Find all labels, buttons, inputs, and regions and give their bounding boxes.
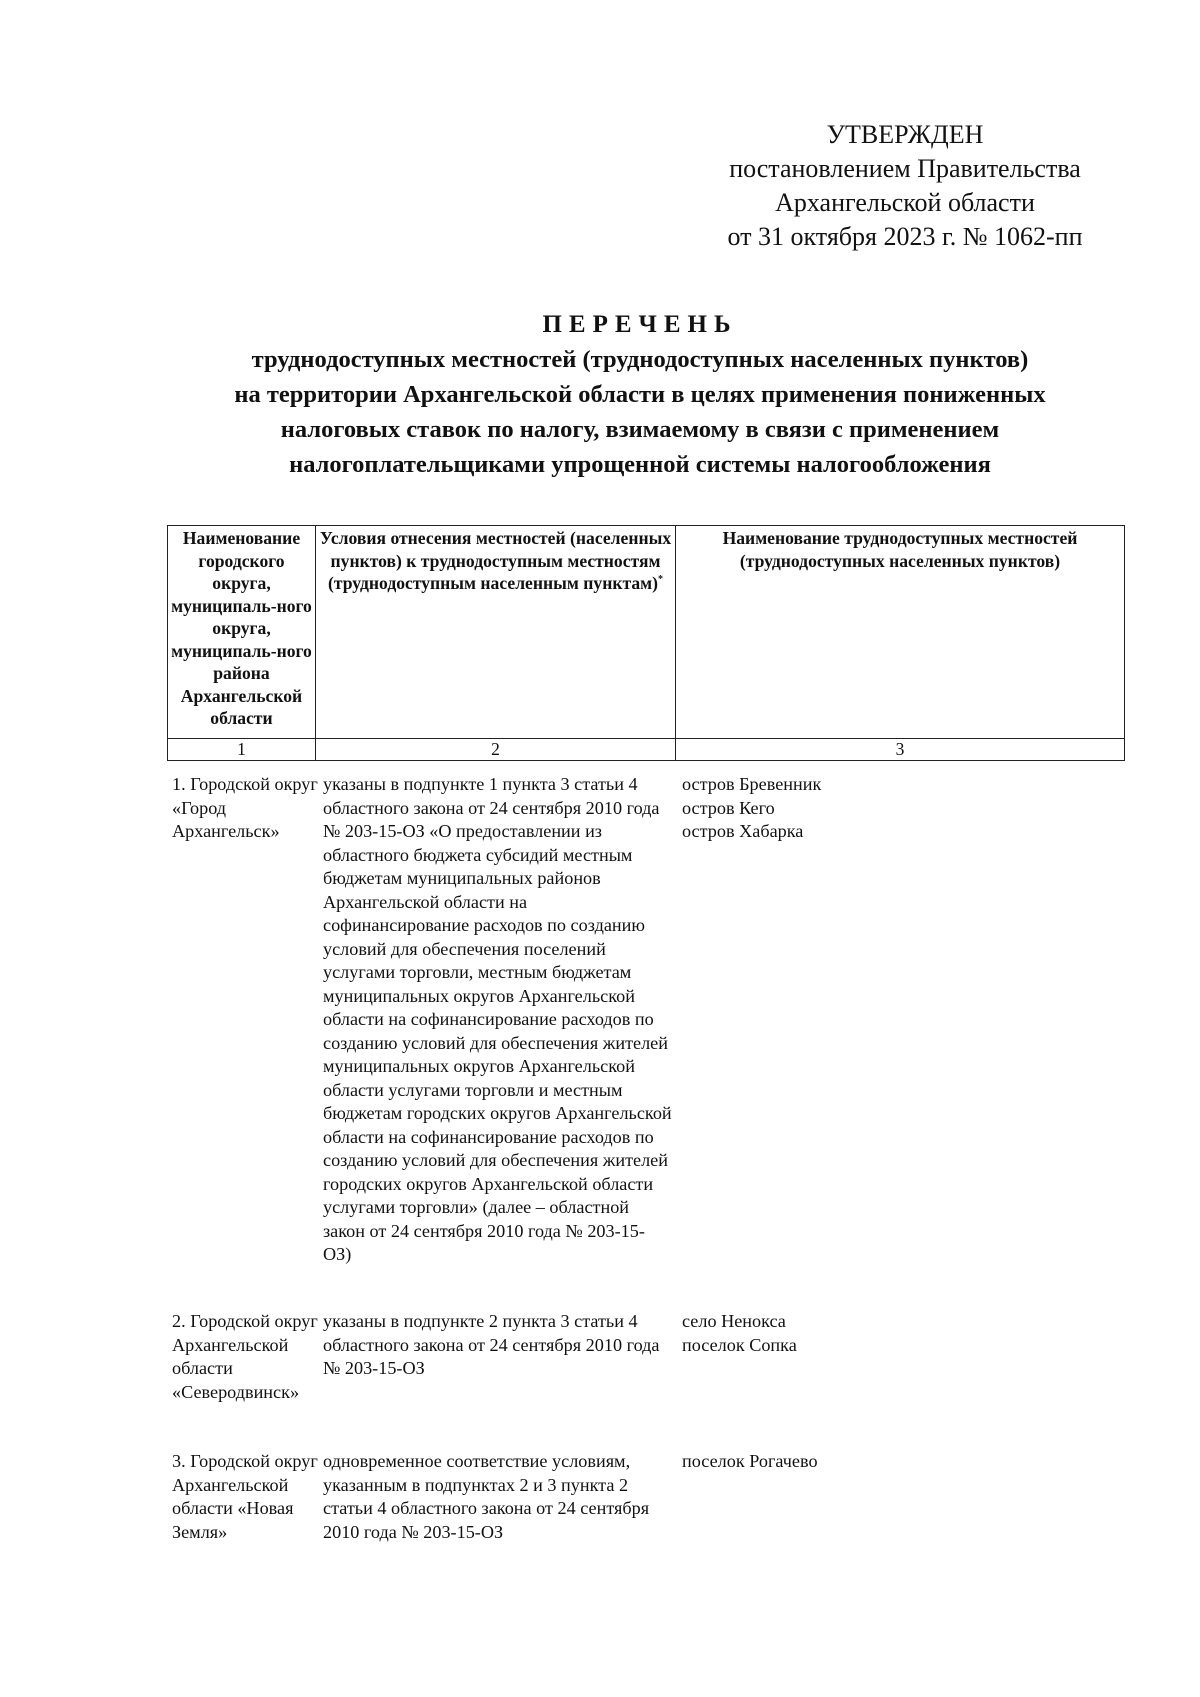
column-number: 3 bbox=[676, 739, 1125, 761]
row-condition: одновременное соответствие условиям, указанным в подпунктах 2 и 3 пункта 2 статьи 4 областного закона от 24 сентября 2010 года № 203-15-ОЗ bbox=[323, 1451, 650, 1542]
table-row bbox=[172, 773, 1132, 1293]
header-places: Наименование труднодоступных местностей (труднодоступных населенных пунктов) bbox=[676, 526, 1125, 739]
document-heading: ПЕРЕЧЕНЬ bbox=[542, 311, 738, 338]
title-line-2: на территории Архангельской области в целях применения пониженных bbox=[234, 381, 1046, 408]
approval-line-decree: постановлением Правительства bbox=[729, 154, 1081, 183]
row-condition: указаны в подпункте 2 пункта 3 статьи 4 областного закона от 24 сентября 2010 года № 203-15-ОЗ bbox=[323, 1311, 660, 1378]
table-header bbox=[167, 525, 1125, 761]
title-line-4: налогоплательщиками упрощенной системы налогообложения bbox=[289, 451, 991, 478]
row-condition: указаны в подпункте 1 пункта 3 статьи 4 областного закона от 24 сентября 2010 года № 203-15-ОЗ «О предоставлении из областного бюджета субсидий местным бюджетам муниципальных районов Архангельской области на софинансирование расходов по созданию условий для обеспечения поселений услугами торговли, местным бюджетам муниципальных округов Архангельской области на софинансирование расходов по созданию условий для обеспечения жителей муниципальных округов Архангельской области услугами торговли и местным бюджетам городских округов Архангельской области на софинансирование расходов по созданию условий для обеспечения жителей городских округов Архангельской области услугами торговли» (далее – областной закон от 24 сентября 2010 года № 203-15-ОЗ) bbox=[323, 774, 672, 1264]
approval-line-date: от 31 октября 2023 г. № 1062-пп bbox=[727, 222, 1083, 251]
header-area: Наименование городского округа, муниципаль-ного округа, муниципаль-ного района Архангельской области bbox=[168, 526, 316, 739]
row-places: остров Бревенник остров Кего остров Хабарка bbox=[682, 774, 822, 841]
row-area: 2. Городской округ Архангельской области «Северодвинск» bbox=[172, 1311, 318, 1402]
row-area: 3. Городской округ Архангельской области «Новая Земля» bbox=[172, 1451, 318, 1542]
column-number: 1 bbox=[168, 739, 316, 761]
footnote-mark: * bbox=[657, 574, 663, 586]
approval-block bbox=[690, 118, 1120, 254]
row-places: село Ненокса поселок Сопка bbox=[682, 1311, 797, 1355]
approval-line-region: Архангельской области bbox=[775, 188, 1035, 217]
row-area: 1. Городской округ «Город Архангельск» bbox=[172, 774, 318, 841]
title-line-3: налоговых ставок по налогу, взимаемому в связи с применением bbox=[280, 416, 1000, 443]
row-places: поселок Рогачево bbox=[682, 1451, 818, 1471]
column-number-row bbox=[168, 739, 1125, 761]
header-row bbox=[168, 526, 1125, 739]
header-conditions: Условия отнесения местностей (населенных пунктов) к труднодоступным местностям (труднодоступным населенным пунктам)* bbox=[316, 526, 676, 739]
table-row bbox=[172, 1450, 1132, 1570]
table-row bbox=[172, 1310, 1132, 1430]
title-line-1: труднодоступных местностей (труднодоступных населенных пунктов) bbox=[251, 346, 1029, 373]
column-number: 2 bbox=[316, 739, 676, 761]
approval-title: УТВЕРЖДЕН bbox=[826, 120, 984, 149]
document-title bbox=[120, 308, 1160, 482]
